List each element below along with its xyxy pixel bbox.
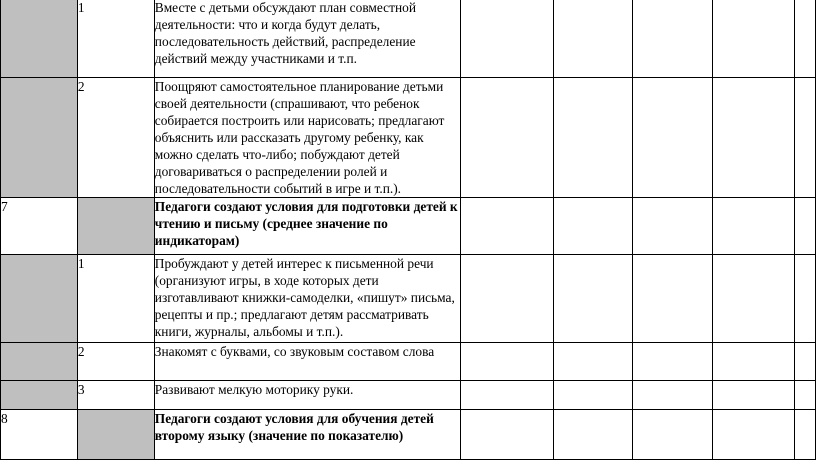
- table-row: [1, 0, 816, 78]
- empty-cell: [794, 255, 815, 343]
- description-cell: Пробуждают у детей интерес к письменной речи (организуют игры, в ходе которых дети изготавливают книжки-самоделки, «пишут» письма, рецепты и пр.; предлагают детям рассматривать книги, журналы, альбомы и т.п.).: [154, 255, 460, 343]
- outer-number-cell: [1, 0, 78, 78]
- empty-cell: [554, 198, 633, 255]
- empty-cell: [713, 255, 795, 343]
- outer-number-cell: [1, 381, 78, 410]
- sub-number-cell: 1: [77, 0, 154, 78]
- table-row: [1, 198, 816, 255]
- sub-number-cell: 2: [77, 78, 154, 198]
- empty-cell: [794, 0, 815, 78]
- empty-cell: [554, 410, 633, 460]
- empty-cell: [794, 410, 815, 460]
- section-heading-cell: Педагоги создают условия для обучения детей второму языку (значение по показателю): [154, 410, 460, 460]
- outer-number-cell: [1, 78, 78, 198]
- outer-number-cell: 7: [1, 198, 78, 255]
- empty-cell: [460, 255, 554, 343]
- empty-cell: [460, 410, 554, 460]
- sub-number-cell: [77, 410, 154, 460]
- empty-cell: [713, 78, 795, 198]
- empty-cell: [554, 78, 633, 198]
- empty-cell: [794, 343, 815, 381]
- sub-number-cell: 3: [77, 381, 154, 410]
- description-cell: Знакомят с буквами, со звуковым составом слова: [154, 343, 460, 381]
- sub-number-cell: 2: [77, 343, 154, 381]
- outer-number-cell: [1, 255, 78, 343]
- table-row: [1, 78, 816, 198]
- empty-cell: [713, 381, 795, 410]
- empty-cell: [460, 343, 554, 381]
- table-row: [1, 410, 816, 460]
- empty-cell: [633, 0, 713, 78]
- section-heading-cell: Педагоги создают условия для подготовки детей к чтению и письму (среднее значение по индикаторам): [154, 198, 460, 255]
- empty-cell: [460, 381, 554, 410]
- empty-cell: [633, 410, 713, 460]
- empty-cell: [713, 0, 795, 78]
- table-row: [1, 255, 816, 343]
- empty-cell: [633, 381, 713, 410]
- empty-cell: [794, 198, 815, 255]
- empty-cell: [794, 381, 815, 410]
- empty-cell: [460, 78, 554, 198]
- empty-cell: [460, 198, 554, 255]
- empty-cell: [554, 255, 633, 343]
- description-cell: Вместе с детьми обсуждают план совместной деятельности: что и когда будут делать, последовательность действий, распределение действий между участниками и т.п.: [154, 0, 460, 78]
- table-row: [1, 381, 816, 410]
- empty-cell: [633, 78, 713, 198]
- empty-cell: [713, 343, 795, 381]
- empty-cell: [554, 0, 633, 78]
- empty-cell: [713, 410, 795, 460]
- sub-number-cell: [77, 198, 154, 255]
- outer-number-cell: 8: [1, 410, 78, 460]
- description-cell: Развивают мелкую моторику руки.: [154, 381, 460, 410]
- empty-cell: [713, 198, 795, 255]
- empty-cell: [794, 78, 815, 198]
- empty-cell: [633, 255, 713, 343]
- empty-cell: [633, 343, 713, 381]
- empty-cell: [554, 343, 633, 381]
- sub-number-cell: 1: [77, 255, 154, 343]
- empty-cell: [554, 381, 633, 410]
- description-cell: Поощряют самостоятельное планирование детьми своей деятельности (спрашивают, что ребенок собирается построить или нарисовать; предлагают объяснить или рассказать другому ребенку, как можно сделать что-либо; побуждают детей договариваться о распределении ролей и последовательности событий в игре и т.п.).: [154, 78, 460, 198]
- empty-cell: [460, 0, 554, 78]
- outer-number-cell: [1, 343, 78, 381]
- table-row: [1, 343, 816, 381]
- empty-cell: [633, 198, 713, 255]
